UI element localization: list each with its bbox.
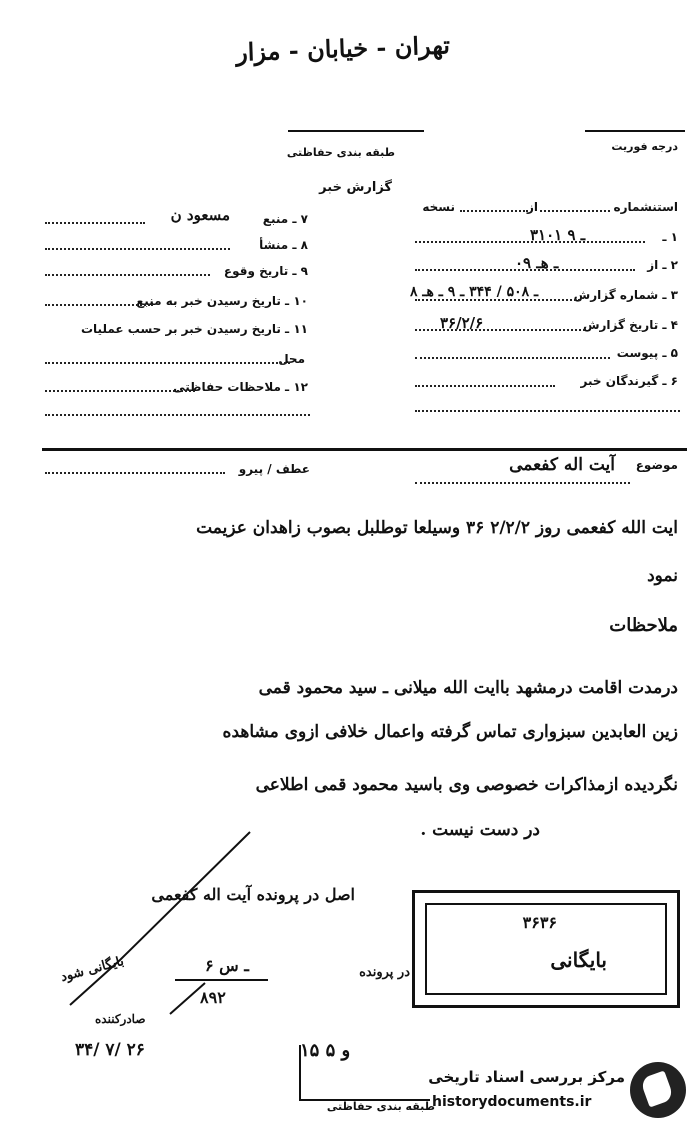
handwritten-fraction-bottom: ۸۹۲ (200, 988, 226, 1007)
note-line-2: زین العابدین سبزواری تماس گرفته واعمال خلافی ازوی مشاهده (222, 722, 678, 742)
form-title: گزارش خبر (319, 180, 392, 195)
footer-classification-label: طبقه بندی حفاظتی (326, 1100, 435, 1113)
field-10-label: ۱۰ ـ تاریخ رسیدن خبر به منبع (136, 294, 308, 308)
handwritten-title: تهران - خیابان - مزار (235, 30, 451, 67)
field-copy-number-label: استنشماره (613, 200, 678, 214)
subject-value: آیت اله کفعمی (509, 455, 615, 475)
reference-label: عطف / پیرو (238, 462, 310, 476)
handwritten-file-label: در پرونده (359, 965, 410, 980)
stamp-archive-label: بایگانی (550, 948, 607, 972)
field-copy-count-label: نسخه (422, 200, 455, 214)
watermark-logo-mark (640, 1070, 675, 1107)
field-11-label: ۱۱ ـ تاریخ رسیدن خبر بر حسب عملیات (80, 322, 308, 336)
body-line-2: نمود (647, 566, 678, 586)
handwritten-date: ۳۴/ ۷/ ۲۶ (75, 1040, 145, 1060)
field-6-label: ۶ ـ گیرندگان خبر (580, 374, 678, 388)
field-8-label: ۸ ـ منشأ (259, 238, 308, 252)
field-7-value: مسعود ن (170, 206, 230, 224)
handwritten-side-note-2: صادرکننده (95, 1012, 146, 1026)
field-9-label: ۹ ـ تاریخ وقوع (223, 264, 308, 278)
subject-label: موضوع (635, 458, 678, 472)
field-7-label: ۷ ـ منبع (262, 212, 308, 226)
handwritten-side-note: بایگانی شود (59, 953, 126, 986)
archive-stamp (412, 890, 680, 1008)
field-3-label: ۳ ـ شماره گزارش (573, 288, 678, 302)
field-1-value: ۳۱۰۱ ـ ۹ (530, 226, 586, 244)
watermark-text: مرکز بررسی اسناد تاریخی (428, 1068, 625, 1086)
field-11-place-label: محل (278, 352, 305, 366)
priority-label: درجه فوریت (611, 140, 678, 153)
note-line-1: درمدت اقامت درمشهد باایت الله میلانی ـ سید محمود قمی (258, 678, 678, 698)
field-2-label: ۲ ـ از (647, 258, 678, 272)
field-12-label: ۱۲ ـ ملاحظات حفاظتی (173, 380, 308, 394)
stamp-number: ۳۶۳۶ (522, 913, 557, 932)
watermark-logo (630, 1062, 686, 1118)
field-3-value: ۸ ـ ۵۰۸ / ۳۴۴ ـ ۹ ـ هـ (410, 284, 539, 300)
body-line-1: ایت الله کفعمی روز ۲/۲/۲ ۳۶ وسیلعا توطلبل بصوب زاهدان عزیمت (196, 518, 678, 538)
watermark-url: historydocuments.ir (432, 1094, 592, 1110)
field-4-value: ۳۶/۲/۶ (440, 314, 484, 332)
note-line-3: نگردیده ازمذاکرات خصوصی وی باسید محمود قمی اطلاعی (255, 775, 678, 795)
field-1-label: ۱ ـ (662, 230, 678, 244)
field-4-label: ۴ ـ تاریخ گزارش (582, 318, 678, 332)
classification-label: طبقه بندی حفاظتی (286, 146, 395, 159)
handwritten-fraction-top: ۶ ـ س (205, 956, 249, 975)
handwritten-signature: ۱۵ و ۵ (300, 1040, 351, 1061)
field-5-label: ۵ ـ پیوست (616, 346, 678, 360)
notes-title: ملاحظات (609, 615, 678, 636)
note-line-4: در دست نیست . (420, 820, 540, 840)
handwritten-original-note: اصل در پرونده آیت اله کفعمی (151, 885, 355, 904)
field-copy-of-label: از (526, 200, 538, 214)
field-2-value: ۰۹ ـ هـ (515, 254, 559, 272)
